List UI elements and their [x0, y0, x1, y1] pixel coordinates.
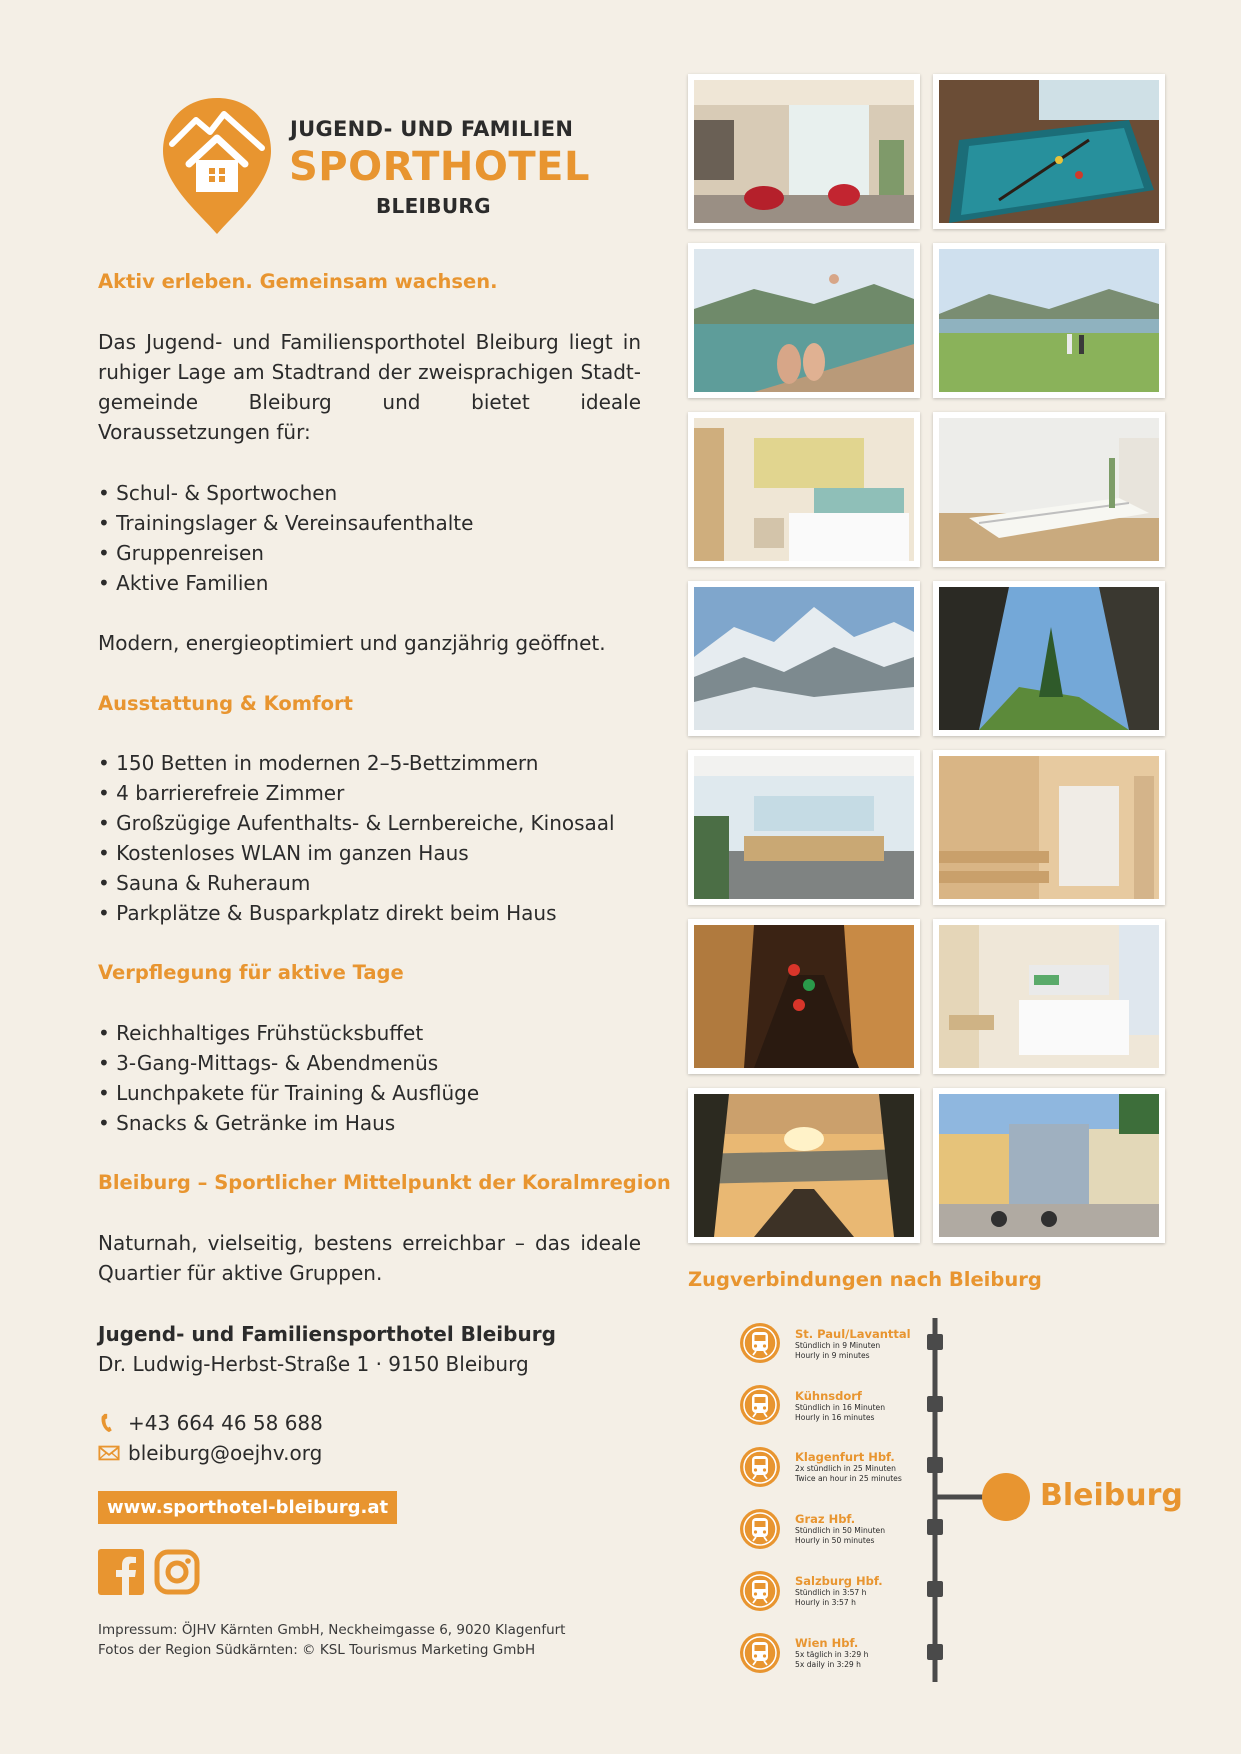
photo-lake-jump [688, 243, 920, 398]
train-icon [739, 1570, 781, 1612]
photo-sauna [933, 750, 1165, 905]
equipment-heading: Ausstattung & Komfort [98, 692, 353, 715]
contact-block [98, 1319, 641, 1379]
email-line[interactable] [98, 1438, 641, 1468]
catering-heading: Verpflegung für aktive Tage [98, 961, 404, 984]
intro-closing: Modern, energieoptimiert und ganzjährig geöffnet. [98, 631, 606, 655]
phone-icon [98, 1412, 120, 1434]
station-name: Kühnsdorf [795, 1389, 862, 1403]
intro-body [98, 327, 641, 447]
region-heading: Bleiburg – Sportlicher Mittelpunkt der Koralmregion [98, 1171, 671, 1194]
intro-heading: Aktiv erleben. Gemeinsam wachsen. [98, 270, 498, 293]
list-item: • 4 barrierefreie Zimmer [98, 778, 641, 808]
station-st-paul [795, 1327, 925, 1361]
station-frequency-de: Stündlich in 50 Minuten [795, 1526, 886, 1535]
station-frequency-de: 5x täglich in 3:29 h [795, 1650, 869, 1659]
list-item: • Schul- & Sportwochen [98, 478, 641, 508]
social-links [98, 1549, 200, 1595]
photo-lobby [688, 74, 920, 229]
station-frequency-de: 2x stündlich in 25 Minuten [795, 1464, 896, 1473]
photo-billiard [933, 74, 1165, 229]
list-item: • Kostenloses WLAN im ganzen Haus [98, 838, 641, 868]
contact-address: Dr. Ludwig-Herbst-Straße 1 · 9150 Bleiburg [98, 1352, 529, 1376]
photo-seminar-room [933, 412, 1165, 567]
station-salzburg [795, 1574, 925, 1608]
logo-text-line2: SPORTHOTEL [289, 144, 590, 190]
train-icon [739, 1632, 781, 1674]
station-name: Klagenfurt Hbf. [795, 1450, 895, 1464]
station-kuehnsdorf [795, 1389, 925, 1423]
catering-list [98, 1018, 641, 1138]
website-link[interactable]: www.sporthotel-bleiburg.at [98, 1491, 397, 1524]
list-item: • Sauna & Ruheraum [98, 868, 641, 898]
facebook-icon[interactable] [98, 1549, 144, 1595]
station-frequency-en: Hourly in 50 minutes [795, 1536, 875, 1545]
imprint-line1: Impressum: ÖJHV Kärnten GmbH, Neckheimgasse 6, 9020 Klagenfurt [98, 1622, 566, 1638]
station-graz [795, 1512, 925, 1546]
hotel-logo [160, 96, 600, 236]
list-item: • Gruppenreisen [98, 538, 641, 568]
photo-bedroom [688, 412, 920, 567]
instagram-icon[interactable] [154, 1549, 200, 1595]
list-item: • Trainingslager & Vereinsaufenthalte [98, 508, 641, 538]
envelope-icon [98, 1442, 120, 1464]
photo-snowy-mountains [688, 581, 920, 736]
photo-cave-tour [688, 919, 920, 1074]
intro-list [98, 478, 641, 598]
train-icon [739, 1508, 781, 1550]
intro-section [98, 268, 641, 296]
station-frequency-de: Stündlich in 9 Minuten [795, 1341, 881, 1350]
phone-number[interactable]: +43 664 46 58 688 [128, 1411, 323, 1435]
photo-lakeside-walk [933, 243, 1165, 398]
station-frequency-en: Hourly in 16 minutes [795, 1413, 875, 1422]
list-item: • 3-Gang-Mittags- & Abendmenüs [98, 1048, 641, 1078]
intro-paragraph: Das Jugend- und Familiensporthotel Bleiburg liegt in ruhiger Lage am Stadtrand der zweisprachigen Stadtgemeinde Bleiburg und bietet ideale Voraussetzungen für: [98, 330, 641, 444]
station-wien [795, 1636, 925, 1670]
email-address[interactable]: bleiburg@oejhv.org [128, 1441, 323, 1465]
train-icon [739, 1384, 781, 1426]
station-frequency-de: Stündlich in 16 Minuten [795, 1403, 886, 1412]
destination-label: Bleiburg [1040, 1478, 1183, 1513]
list-item: • Reichhaltiges Frühstücksbuffet [98, 1018, 641, 1048]
station-frequency-en: Hourly in 9 minutes [795, 1351, 870, 1360]
imprint-line2: Fotos der Region Südkärnten: © KSL Tourismus Marketing GmbH [98, 1642, 536, 1658]
train-icon [739, 1322, 781, 1364]
station-name: Graz Hbf. [795, 1512, 856, 1526]
photo-gallery [688, 74, 1168, 1242]
station-name: Wien Hbf. [795, 1636, 859, 1650]
list-item: • Snacks & Getränke im Haus [98, 1108, 641, 1138]
list-item: • Aktive Familien [98, 568, 641, 598]
phone-line[interactable] [98, 1408, 641, 1438]
station-klagenfurt [795, 1450, 925, 1484]
list-item: • 150 Betten in modernen 2–5-Bettzimmern [98, 748, 641, 778]
list-item: • Lunchpakete für Training & Ausflüge [98, 1078, 641, 1108]
region-paragraph: Naturnah, vielseitig, bestens erreichbar – das ideale Quartier für aktive Gruppen. [98, 1231, 641, 1285]
logo-text-line3: BLEIBURG [376, 194, 491, 218]
station-frequency-en: 5x daily in 3:29 h [795, 1660, 861, 1669]
photo-sunset-viewpoint [688, 1088, 920, 1243]
train-icon [739, 1446, 781, 1488]
station-frequency-en: Hourly in 3:57 h [795, 1598, 856, 1607]
station-frequency-de: Stündlich in 3:57 h [795, 1588, 867, 1597]
imprint [98, 1620, 565, 1660]
station-name: Salzburg Hbf. [795, 1574, 883, 1588]
list-item: • Großzügige Aufenthalts- & Lernbereiche, Kinosaal [98, 808, 641, 838]
photo-double-room [933, 919, 1165, 1074]
photo-town-square [933, 1088, 1165, 1243]
train-connections-heading: Zugverbindungen nach Bleiburg [688, 1268, 1042, 1291]
train-connections-diagram [735, 1318, 1183, 1682]
list-item: • Parkplätze & Busparkplatz direkt beim Haus [98, 898, 641, 928]
photo-dining-hall [688, 750, 920, 905]
equipment-list [98, 748, 641, 928]
logo-text-line1: JUGEND- UND FAMILIEN [290, 117, 574, 141]
station-name: St. Paul/Lavanttal [795, 1327, 911, 1341]
contact-name: Jugend- und Familiensporthotel Bleiburg [98, 1322, 556, 1346]
location-pin-house-icon [160, 96, 274, 236]
station-frequency-en: Twice an hour in 25 minutes [795, 1474, 902, 1483]
photo-gorge-forest [933, 581, 1165, 736]
